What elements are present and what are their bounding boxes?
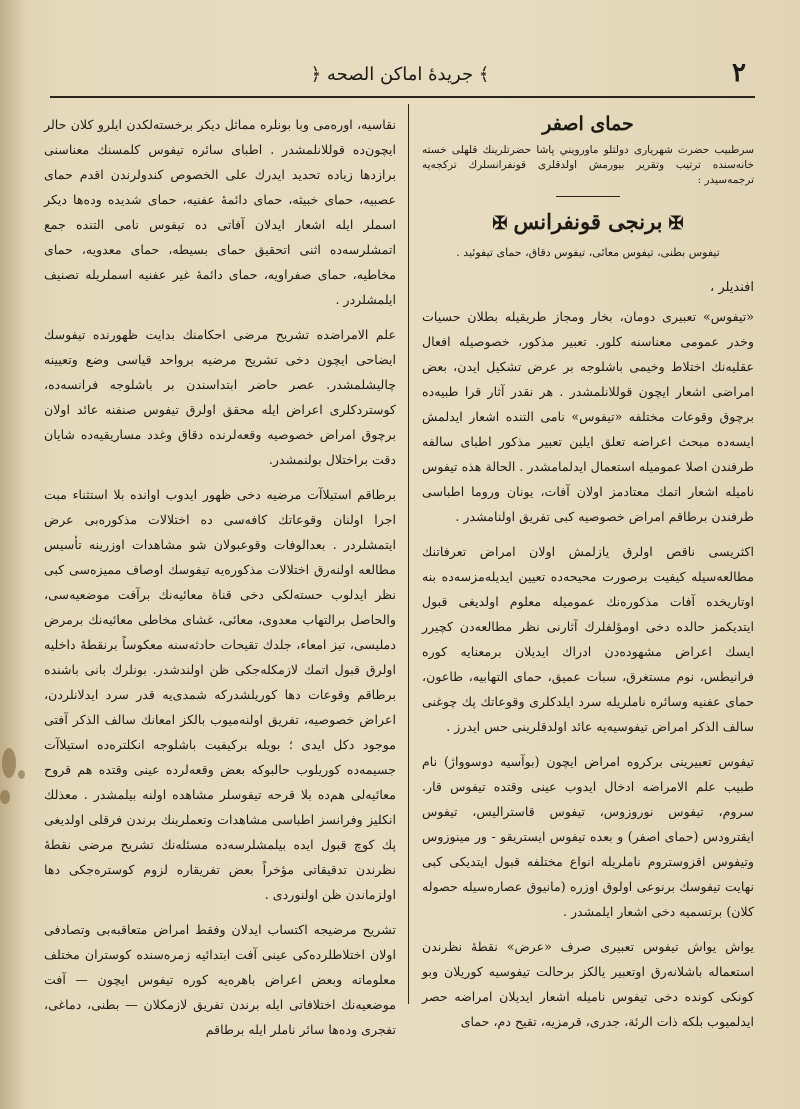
paper-stain [18,770,25,779]
binding-shadow [0,0,26,1109]
section-title: حمای اصفر [542,113,634,135]
ornament-icon: ✠ [492,213,508,234]
column-divider [408,104,409,1004]
running-title: ﴿ جريدهٔ اماكن الصحه ﴾ [310,64,490,85]
paragraph: برطاقم استيلاآت مرضيه دخی ظهور ايدوب اوانده بلا استثناء مبت اجرا اولنان وقوعاتك كافه‌سی ده اختلالات مذكوره‌بی عرض ايتمشلردر . بعدالوفات وقوعبولان شو مشاهدات اوزرينه تأسيس مطالعه اولنه‌رق اختلالات مذكوره‌يه تيفوسك اوصاف مميزه‌سی كبی نظر ايدلوب حسته‌لكی دخی قناة معائيه‌نك برآفت موضعيه‌سی، والحاصل برالتهاب معدوی، معائی، غشای مخاطی معائيه‌نك برمرض دمليسی، تيز امعاء، جلدك تقيحات حادثه‌سنه معكوساً برنقطهٔ داخليه اولرق قبول اتمك لازمكله‌جكی ظن اولندشدر. بونلرك بانی باشنده برطاقم وقوعات دها كوريلشدركه شمدی‌يه قدر سرد ايدلانلردن، اعراض خصوصيه، تفريق اولنه‌ميوب بالكز امعانك سالف الذكر آفتی موجود دكل ايدی ؛ بويله بركيفيت باشلوجه انكلتره‌ده استيلاآت جسيمه‌ده كوريلوب حالبوكه بعض وقعه‌لرده عينی وقتده هم قروح معائيه‌لی هم‌ده بلا قرحه تيفوسلر مشاهده اولنه بيلمشدر . معذلك انكليز وفرانسز اطباسی مشاهدات وتعملرينك برندن فرقلی اولديغی پك كوچ قبول ايده بيلمشلرسه‌ده مسئله‌نك تشريح مرضی نقطهٔ نظرندن تدقيقاتی مؤخراً بعض تفريقاره لزوم كوستره‌جكی دها اولزماندن ظن اولنوردی . [44,487,396,902]
page-number: ٢ [732,58,746,88]
paper-stain [0,790,10,804]
intro-text: سرطبيب حضرت شهرياری دولتلو ماورويني پاشا حضرتلرينك قلهلی خسته خانه‌سنده ترتيب وتقرير بيورمش اولدقلری قونفرانسلرك تركجه‌يه ترجمه‌سيدر : [422,144,754,186]
right-column [422,112,754,1044]
page-header [40,56,760,96]
paragraph: تشريح مرضيجه اكتساب ايدلان وفقط امراض متعاقبه‌بی وتصادفی اولان اختلاطلرده‌كی عينی آفت ابتدائيه زمره‌سنده كوستران مختلف معلوماته وبعض اعراض باهره‌يه كوره تيفوس ايچون — آفت موضعيه‌نك اختلافاتی ايله برندن تفريق لازمكلان — بطنی، دماغی، تفجری وده‌ها سائر ناملر ايله برطاقم [44,922,396,1037]
paragraph: تيفوس تعبيرينی بركروه امراض ايچون (بوآسيه دوسوواژ) نام طبيب علم الامراضه ادخال ايدوب عينی وقتده تيفوس قار. سروم، تيفوس نوروزوس، تيفوس قاستراليس، تيفوس ايقترودس (حمای اصفر) و بعده تيفوس ايستريقو - ور مينوزوس وتيفوس اقزوستروم ناملريله انواع مختلفه قبول ايتديكی كبی نهايت تيفوسك برنوعی اولوق اوزره (مانيوق عصاره‌سيله حصوله كلان) برتسميه دخی اشعار ايلمشدر . [422,754,754,919]
paragraph: «تيفوس» تعبيری دومان، بخار ومجاز طريقيله بطلان حسيات وخدر عمومی معناسنه كلور. تعبير مذكور، خصوصيله افعال عقليه‌نك اختلاط وخيمی باشلوجه بر عرض تشكيل ايدن، بعض امراضی اشعار ايچون قوللانلمشدر . هر نقدر آثار قرا طبيه‌ده برچوق وقوعات مختلفه «تيفوس» نامی التنده اشعار ايدلمش ايسه‌ده مبحث اعراضه تعلق ايلين تعبير مذكور اطبای سالفه طرفندن اصلا عموميله استعمال ايدلمامشدر . الحالة هذه تيفوس ناميله اشعار اتمك معتادمز اولان آفات، يونان وروما اطباسی طرفندن برطاقم امراض خصوصيه كبی تفريق اولنامشدر . [422,309,754,524]
salutation: افنديلر ، [710,280,754,295]
conference-subtitle: تيفوس بطنی، تيفوس معائی، تيفوس دقاق، حمای تيفوئيد . [456,246,720,259]
paragraph: اكثريسی ناقص اولرق يازلمش اولان امراض تعرفاتنك مطالعه‌سيله كيفيت برصورت محيحه‌ده تعيين ايديله‌مزسه‌ده بنه اوتاريخده آفات مذكوره‌نك عموميله معلوم اولديغی قبول ايتديكمز حالده دخی اومؤلفلرك آثارنی نظر مطالعه‌دن كچيرر ايسك اعراض مشهوده‌دن ادراك ايديلان برمعنايه كوره فرانيطس، نوم مستغرق، سبات عميق، حمای التهابيه، طاعون، حمای عفنيه وسائره ناملريله سرد ايلدكلری وقوعاتك پك چوغنی سالف الذكر امراض تيفوسيه‌يه عائد اولدقلرينی حس ايدرز . [422,544,754,734]
paragraph: نقاسيه، اوره‌می وبا بونلره مماثل ديكر برخسته‌لكدن ايلرو كلان حالر ايچون‌ده قوللانلمشدر . اطبای سائره تيفوس كلمسنك معناسنی برازدها زياده تحديد ايدرك علی الخصوص كندولرندن اقدم حمای عصبيه، حمای خبيثه، حمای دائمهٔ عفنيه، حمای شديده وده‌ها ديكر اسملر ايله اشعار ايدلان آفاتی ده تيفوس نامی التنده جمع اتمشلرسه‌ده اثنی اتحقيق حمای بسيطه، حمای معدويه، حمای مخاطيه، حمای صفراويه، حمای دائمهٔ غير عفنيه اسملريله تصنيف ايلمشلردر . [44,117,396,307]
left-column [44,112,396,1052]
header-rule [50,96,755,98]
conference-title [422,209,754,236]
conference-title-text: برنجی قونفرانس [513,209,663,234]
section-divider [556,196,620,197]
paragraph: يواش يواش تيفوس تعبيری صرف «عرض» نقطهٔ نظرندن استعماله باشلانه‌رق اوتعبير يالكز برحالت تيفوسيه كوريلان وبو كونكی كونده دخی تيفوس ناميله اشعار ايديلان امراضه حصر ايدلميوب بلكه ذات الرئة، جدری، قرمزيه، تقيح دم، حمای [422,939,754,1029]
paragraph: علم الامراضده تشريح مرضی احكامنك بدايت ظهورنده تيفوسك ايضاحی ايچون دخی تشريح مرضيه برواحد قياسی وضع وتعيينه چاليشلمشدر. عصر حاضر ابتداسندن بر باشلوجه فرانسه‌ده، كوستردكلری اعراض ايله محقق اولرق تيفوس صنفنه عائد اولان برچوق امراض خصوصيه وقعه‌لرنده دقاق وغدد مساريقيه‌ده شايان دقت براختلال بولنمشدر. [44,327,396,467]
paper-stain [2,748,16,778]
ornament-icon: ✠ [668,213,684,234]
